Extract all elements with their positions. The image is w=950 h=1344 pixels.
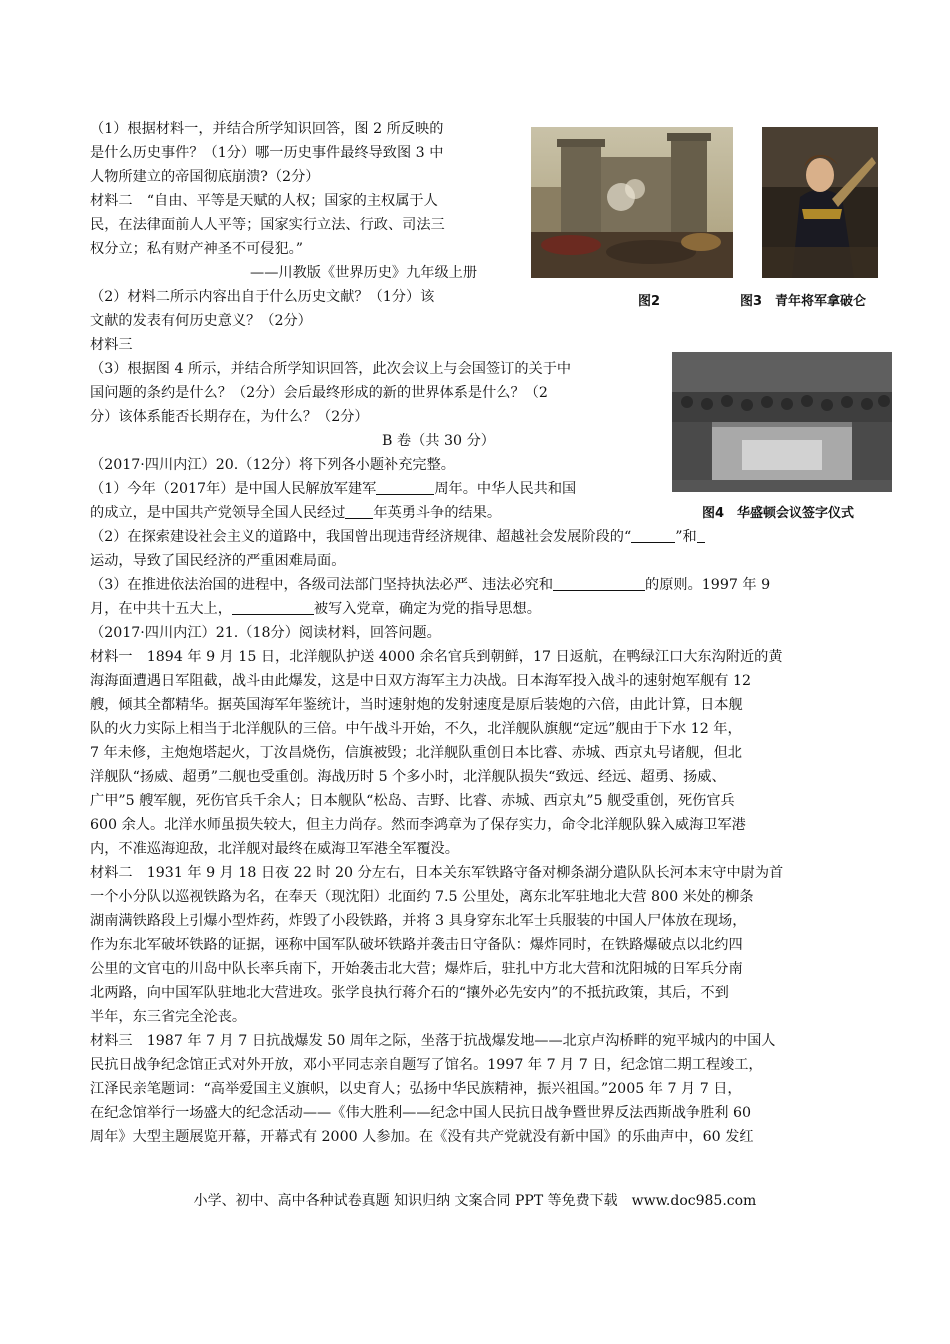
q20-2-line1 xyxy=(90,525,705,549)
material3-line: 材料三 1987 年 7 月 7 日抗战爆发 50 周年之际，坐落于抗战爆发地——北京卢沟桥畔的宛平城内的中国人 xyxy=(90,1033,776,1049)
material1-line: 海海面遭遇日军阻截，战斗由此爆发，这是中日双方海军主力决战。日本海军投入战斗的速射炮军舰有 12 xyxy=(90,673,752,689)
answer-blank[interactable] xyxy=(232,598,314,615)
material2b-line: 一个小分队以巡视铁路为名，在奉天（现沈阳）北面约 7.5 公里处，离东北军驻地北大营 800 米处的柳条 xyxy=(90,889,754,905)
material2b-line: 材料二 1931 年 9 月 18 日夜 22 时 20 分左右，日本关东军铁路守备对柳条湖分遣队队长河本末守中尉为首 xyxy=(90,865,784,881)
q2-line1: （2）材料二所示内容出自于什么历史文献？（1分）该 xyxy=(90,289,435,305)
material1-line: 内，不准巡海迎敌，北洋舰对最终在威海卫军港全军覆没。 xyxy=(90,841,459,857)
q20-3b-pre: 月，在中共十五大上， xyxy=(90,601,232,617)
answer-blank[interactable] xyxy=(553,574,645,591)
q20-1b-pre: 的成立，是中国共产党领导全国人民经过 xyxy=(90,505,346,521)
material2-source: ——川教版《世界历史》九年级上册 xyxy=(250,265,478,281)
material1-line: 洋舰队“扬威、超勇”二舰也受重创。海战历时 5 个多小时，北洋舰队损失“致远、经远、超勇、扬威、 xyxy=(90,769,726,785)
answer-blank[interactable] xyxy=(631,526,675,543)
answer-blank[interactable] xyxy=(345,502,373,519)
figure-2-caption: 图2 xyxy=(638,294,661,309)
q21-heading: （2017·四川内江）21.（18分）阅读材料，回答问题。 xyxy=(90,625,441,641)
q20-3-line2 xyxy=(90,597,541,621)
material1-line: 材料一 1894 年 9 月 15 日，北洋舰队护送 4000 余名官兵到朝鲜，17 日返航，在鸭绿江口大东沟附近的黄 xyxy=(90,649,783,665)
q20-2a-post: ”和 xyxy=(675,529,697,545)
material3-label: 材料三 xyxy=(90,337,133,353)
q20-2-line2: 运动，导致了国民经济的严重困难局面。 xyxy=(90,553,346,569)
q20-3b-post: 被写入党章，确定为党的指导思想。 xyxy=(313,601,541,617)
material2b-line: 北两路，向中国军队驻地北大营进攻。张学良执行蒋介石的“攘外必先安内”的不抵抗政策，其后，不到 xyxy=(90,985,729,1001)
q20-3a-pre: （3）在推进依法治国的进程中，各级司法部门坚持执法必严、违法必究和 xyxy=(90,577,554,593)
q20-1-line2 xyxy=(90,501,501,525)
figure-4-caption: 图4 华盛顿会议签字仪式 xyxy=(702,506,855,521)
material1-line: 艘，倾其全都精华。据英国海军年鉴统计，当时速射炮的发射速度是原后装炮的六倍，由此计算，日本舰 xyxy=(90,697,743,713)
q20-3-line1 xyxy=(90,573,770,597)
q3-line1: （3）根据图 4 所示，并结合所学知识回答，此次会议上与会国签订的关于中 xyxy=(90,361,572,377)
q1-line1: （1）根据材料一，并结合所学知识回答，图 2 所反映的 xyxy=(90,121,444,137)
q3-line3: 分）该体系能否长期存在，为什么？（2分） xyxy=(90,409,369,425)
q20-2a-pre: （2）在探索建设社会主义的道路中，我国曾出现违背经济规律、超越社会发展阶段的“ xyxy=(90,529,632,545)
material3-line: 民抗日战争纪念馆正式对外开放，邓小平同志亲自题写了馆名。1997 年 7 月 7 日，纪念馆二期工程竣工， xyxy=(90,1057,763,1073)
material2-line2: 民，在法律面前人人平等；国家实行立法、行政、司法三 xyxy=(90,217,445,233)
q3-line2: 国问题的条约是什么？（2分）会后最终形成的新的世界体系是什么？（2 xyxy=(90,385,548,401)
material3-line: 周年》大型主题展览开幕，开幕式有 2000 人参加。在《没有共产党就没有新中国》的乐曲声中，60 发红 xyxy=(90,1129,754,1145)
material2b-line: 半年，东三省完全沦丧。 xyxy=(90,1009,247,1025)
q20-1b-post: 年英勇斗争的结果。 xyxy=(373,505,502,521)
material1-line: 广甲”5 艘军舰，死伤官兵千余人；日本舰队“松岛、吉野、比睿、赤城、西京丸”5 舰受重创，死伤官兵 xyxy=(90,793,735,809)
figure-2-image xyxy=(531,127,733,278)
material2b-line: 公里的文官屯的川岛中队长率兵南下，开始袭击北大营；爆炸后，驻扎中方北大营和沈阳城的日军兵分南 xyxy=(90,961,743,977)
material2b-line: 作为东北军破坏铁路的证据，诬称中国军队破坏铁路并袭击日守备队：爆炸同时，在铁路爆破点以北约四 xyxy=(90,937,743,953)
material2b-line: 湖南满铁路段上引爆小型炸药，炸毁了小段铁路，并将 3 具身穿东北军士兵服装的中国人尸体放在现场， xyxy=(90,913,747,929)
q2-line2: 文献的发表有何历史意义？（2分） xyxy=(90,313,312,329)
q20-3a-post: 的原则。1997 年 9 xyxy=(645,577,771,593)
page-footer: 小学、初中、高中各种试卷真题 知识归纳 文案合同 PPT 等免费下载 www.doc985.com xyxy=(193,1193,757,1209)
q20-1a-post: 周年。中华人民共和国 xyxy=(434,481,577,497)
figure-3-image xyxy=(762,127,878,278)
figure-3-caption: 图3 青年将军拿破仑 xyxy=(740,294,867,309)
material3-line: 江泽民亲笔题词：“高举爱国主义旗帜，以史育人；弘扬中华民族精神，振兴祖国。”2005 年 7 月 7 日， xyxy=(90,1081,742,1097)
q20-1-line1 xyxy=(90,477,576,501)
material1-line: 7 年未修，主炮炮塔起火，丁汝昌烧伤，信旗被毁；北洋舰队重创日本比睿、赤城、西京丸号诸舰，但北 xyxy=(90,745,742,761)
q20-1a-pre: （1）今年（2017年）是中国人民解放军建军 xyxy=(90,481,377,497)
material2-line1: 材料二 “自由、平等是天赋的人权；国家的主权属于人 xyxy=(90,193,438,209)
material3-line: 在纪念馆举行一场盛大的纪念活动——《伟大胜利——纪念中国人民抗日战争暨世界反法西斯战争胜利 60 xyxy=(90,1105,752,1121)
q1-line3: 人物所建立的帝国彻底崩溃?（2分） xyxy=(90,169,320,185)
material1-line: 600 余人。北洋水师虽损失较大，但主力尚存。然而李鸿章为了保存实力，命令北洋舰队躲入威海卫军港 xyxy=(90,817,746,833)
answer-blank[interactable] xyxy=(376,478,434,495)
section-b-title: B 卷（共 30 分） xyxy=(382,433,495,449)
figure-4-image xyxy=(672,352,892,492)
material1-line: 队的火力实际上相当于北洋舰队的三倍。中午战斗开始，不久，北洋舰队旗舰“定远”舰由于下水 12 年， xyxy=(90,721,742,737)
material2-line3: 权分立；私有财产神圣不可侵犯。” xyxy=(90,241,303,257)
q1-line2: 是什么历史事件？（1分）哪一历史事件最终导致图 3 中 xyxy=(90,145,444,161)
q20-heading: （2017·四川内江）20.（12分）将下列各小题补充完整。 xyxy=(90,457,455,473)
answer-blank[interactable] xyxy=(697,526,705,543)
